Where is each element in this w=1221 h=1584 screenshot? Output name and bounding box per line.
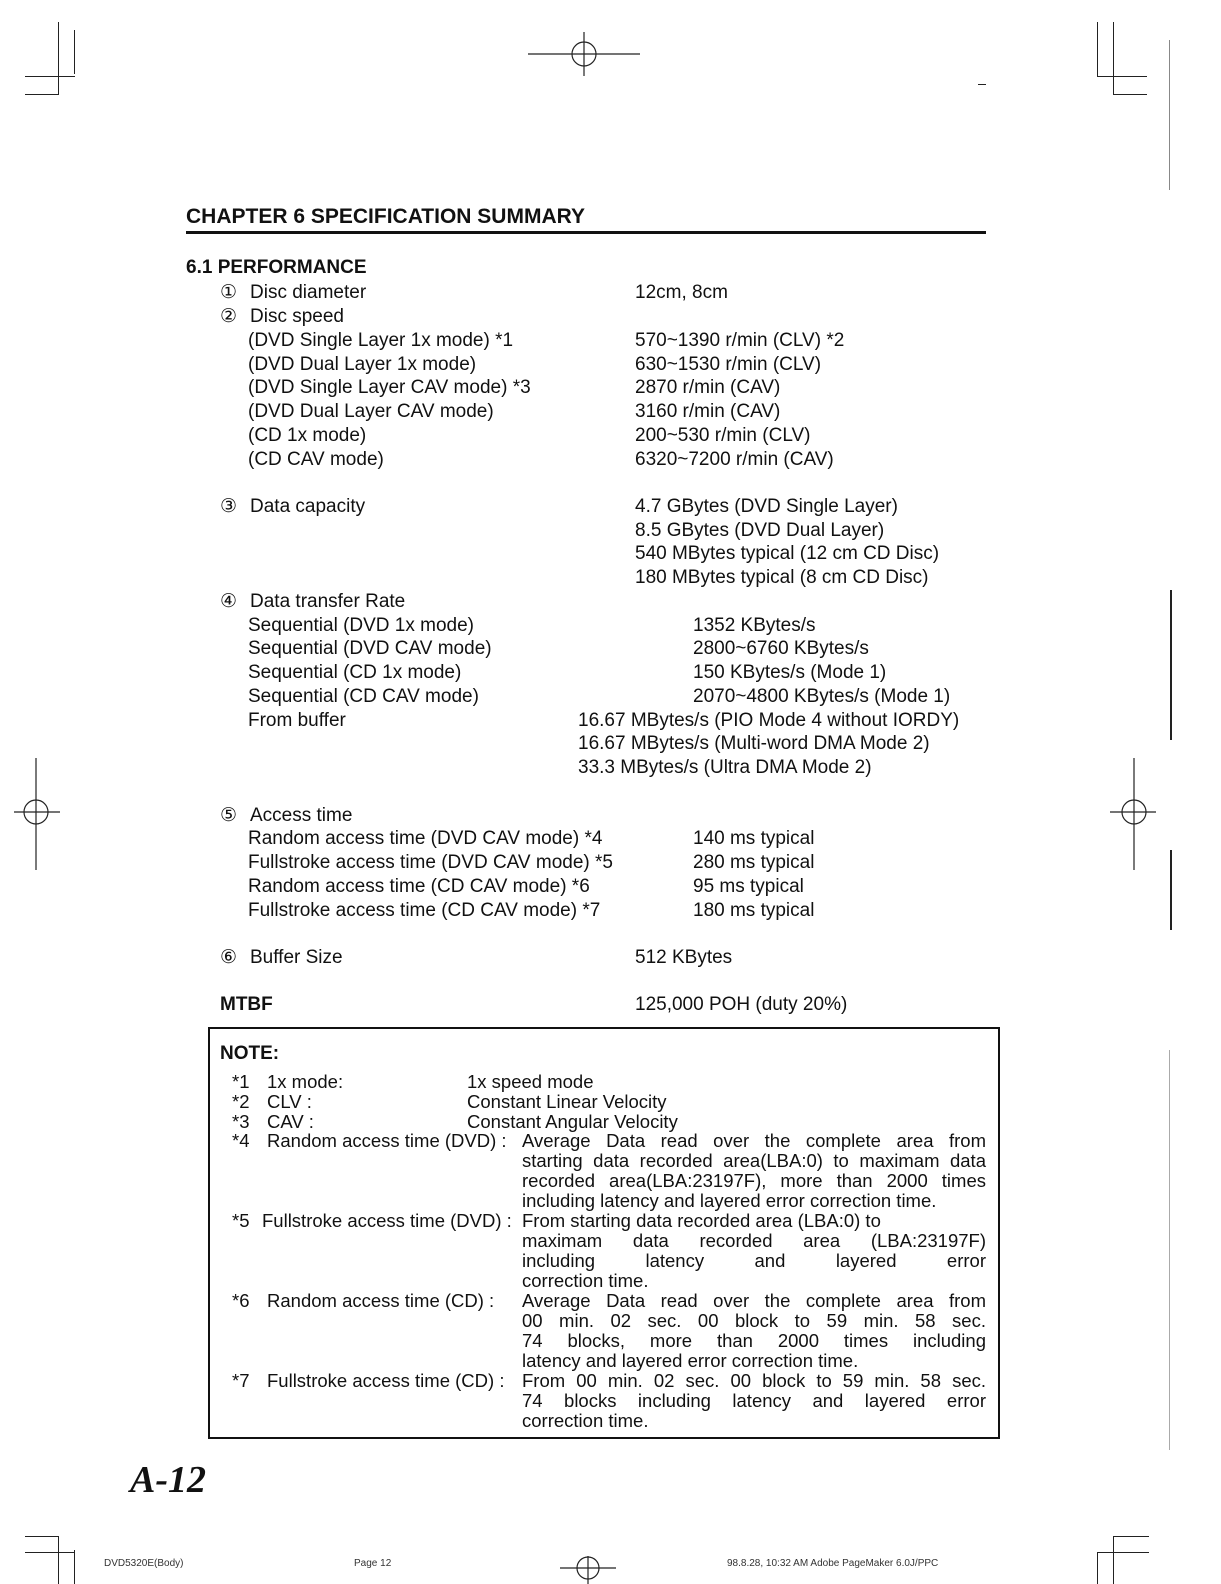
note-term: CAV : [267, 1111, 314, 1132]
note-definition [522, 1131, 986, 1211]
note-line: correction time. [522, 1410, 649, 1431]
note-definition [522, 1211, 986, 1291]
note-line: Average Data read over the complete area from [522, 1130, 986, 1151]
registration-mark-bottom [560, 1556, 616, 1584]
note-line: including latency and layered error [522, 1250, 986, 1271]
section-title: 6.1 PERFORMANCE [186, 257, 367, 278]
data-capacity-value: 180 MBytes typical (8 cm CD Disc) [635, 567, 929, 588]
note-mark: *1 [232, 1071, 250, 1092]
note-line: latency and layered error correction time. [522, 1350, 859, 1371]
note-term: Random access time (CD) : [267, 1290, 495, 1311]
note-definition [522, 1291, 986, 1371]
buffer-rate-value: 16.67 MBytes/s (Multi-word DMA Mode 2) [578, 733, 930, 754]
registration-mark-right [1110, 758, 1156, 870]
note-title: NOTE: [220, 1043, 280, 1064]
item-number-4: ④ [220, 591, 238, 612]
note-line: maximam data recorded area (LBA:23197F) [522, 1230, 986, 1251]
disc-diameter-label: Disc diameter [250, 282, 367, 303]
page-number: A-12 [130, 1459, 206, 1501]
data-capacity-value: 540 MBytes typical (12 cm CD Disc) [635, 543, 940, 564]
item-number-5: ⑤ [220, 805, 238, 826]
note-term: CLV : [267, 1091, 312, 1112]
note-line: 74 blocks, more than 2000 times including [522, 1330, 986, 1351]
note-mark: *5 [232, 1210, 250, 1231]
note-term: Fullstroke access time (CD) : [267, 1370, 505, 1391]
disc-speed-label: Disc speed [250, 306, 344, 327]
disc-speed-row-label: (CD 1x mode) [248, 425, 367, 446]
note-definition: Constant Linear Velocity [467, 1091, 667, 1112]
transfer-rate-row-label: Sequential (CD 1x mode) [248, 662, 462, 683]
note-definition [522, 1371, 986, 1431]
note-line: 74 blocks including latency and layered error [522, 1390, 986, 1411]
access-time-row-value: 140 ms typical [693, 828, 815, 849]
buffer-rate-value: 16.67 MBytes/s (PIO Mode 4 without IORDY) [578, 710, 960, 731]
note-term: Fullstroke access time (DVD) : [262, 1210, 512, 1231]
buffer-rate-label: From buffer [248, 710, 346, 731]
note-definition: Constant Angular Velocity [467, 1111, 678, 1132]
note-line: correction time. [522, 1270, 649, 1291]
disc-speed-row-value: 6320~7200 r/min (CAV) [635, 449, 834, 470]
access-time-row-label: Random access time (DVD CAV mode) *4 [248, 828, 603, 849]
disc-speed-row-value: 3160 r/min (CAV) [635, 401, 781, 422]
access-time-row-value: 95 ms typical [693, 876, 804, 897]
item-number-2: ② [220, 306, 238, 327]
note-line: starting data recorded area(LBA:0) to maximam data [522, 1150, 986, 1171]
note-line: 00 min. 02 sec. 00 block to 59 min. 58 sec. [522, 1310, 986, 1331]
data-capacity-value: 8.5 GBytes (DVD Dual Layer) [635, 520, 885, 541]
access-time-row-label: Fullstroke access time (DVD CAV mode) *5 [248, 852, 613, 873]
note-term: Random access time (DVD) : [267, 1130, 507, 1151]
registration-mark-top [528, 32, 640, 76]
disc-speed-row-value: 2870 r/min (CAV) [635, 377, 781, 398]
access-time-row-value: 280 ms typical [693, 852, 815, 873]
access-time-row-label: Random access time (CD CAV mode) *6 [248, 876, 590, 897]
transfer-rate-row-value: 2800~6760 KBytes/s [693, 638, 869, 659]
buffer-rate-value: 33.3 MBytes/s (Ultra DMA Mode 2) [578, 757, 872, 778]
transfer-rate-label: Data transfer Rate [250, 591, 406, 612]
note-line: From starting data recorded area (LBA:0) to [522, 1210, 881, 1231]
disc-speed-row-label: (DVD Single Layer 1x mode) *1 [248, 330, 514, 351]
note-mark: *6 [232, 1290, 250, 1311]
note-line: From 00 min. 02 sec. 00 block to 59 min. 58 sec. [522, 1370, 986, 1391]
note-mark: *3 [232, 1111, 250, 1132]
registration-mark-left [14, 758, 60, 870]
mtbf-label: MTBF [220, 994, 273, 1015]
disc-speed-row-label: (DVD Dual Layer 1x mode) [248, 354, 477, 375]
disc-speed-row-value: 630~1530 r/min (CLV) [635, 354, 822, 375]
buffer-size-label: Buffer Size [250, 947, 343, 968]
slug-file: DVD5320E(Body) [104, 1558, 184, 1569]
access-time-row-label: Fullstroke access time (CD CAV mode) *7 [248, 900, 601, 921]
transfer-rate-row-value: 2070~4800 KBytes/s (Mode 1) [693, 686, 951, 707]
item-number-3: ③ [220, 496, 238, 517]
transfer-rate-row-label: Sequential (DVD 1x mode) [248, 615, 474, 636]
disc-speed-row-value: 570~1390 r/min (CLV) *2 [635, 330, 845, 351]
transfer-rate-row-value: 150 KBytes/s (Mode 1) [693, 662, 887, 683]
mtbf-value: 125,000 POH (duty 20%) [635, 994, 848, 1015]
data-capacity-label: Data capacity [250, 496, 366, 517]
disc-speed-row-label: (CD CAV mode) [248, 449, 384, 470]
transfer-rate-row-label: Sequential (CD CAV mode) [248, 686, 479, 707]
note-mark: *2 [232, 1091, 250, 1112]
note-mark: *4 [232, 1130, 250, 1151]
chapter-rule [186, 231, 986, 234]
slug-page: Page 12 [354, 1558, 392, 1569]
note-line: recorded area(LBA:23197F), more than 2000 times [522, 1170, 986, 1191]
item-number-1: ① [220, 282, 238, 303]
disc-speed-row-label: (DVD Dual Layer CAV mode) [248, 401, 494, 422]
disc-speed-row-label: (DVD Single Layer CAV mode) *3 [248, 377, 531, 398]
buffer-size-value: 512 KBytes [635, 947, 733, 968]
note-line: Average Data read over the complete area from [522, 1290, 986, 1311]
access-time-row-value: 180 ms typical [693, 900, 815, 921]
transfer-rate-row-label: Sequential (DVD CAV mode) [248, 638, 492, 659]
chapter-title: CHAPTER 6 SPECIFICATION SUMMARY [186, 205, 586, 228]
access-time-label: Access time [250, 805, 353, 826]
disc-diameter-value: 12cm, 8cm [635, 282, 728, 303]
slug-info: 98.8.28, 10:32 AM Adobe PageMaker 6.0J/PPC [727, 1558, 939, 1569]
note-definition: 1x speed mode [467, 1071, 594, 1092]
note-term: 1x mode: [267, 1071, 344, 1092]
item-number-6: ⑥ [220, 947, 238, 968]
note-line: including latency and layered error correction time. [522, 1190, 937, 1211]
note-mark: *7 [232, 1370, 250, 1391]
disc-speed-row-value: 200~530 r/min (CLV) [635, 425, 811, 446]
data-capacity-value: 4.7 GBytes (DVD Single Layer) [635, 496, 898, 517]
transfer-rate-row-value: 1352 KBytes/s [693, 615, 816, 636]
